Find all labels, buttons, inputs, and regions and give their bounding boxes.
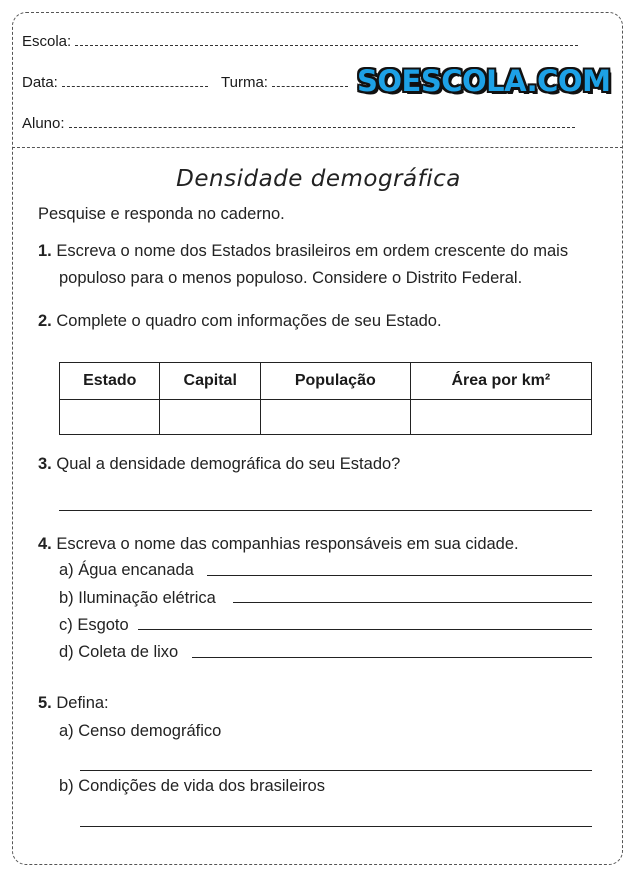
soescola-logo: SOESCOLA.COM: [357, 64, 611, 98]
table-cell-estado[interactable]: [60, 400, 160, 435]
aluno-input[interactable]: [69, 117, 575, 128]
state-info-table: [59, 362, 592, 435]
aluno-field: [22, 115, 575, 132]
question-1-text-line2: populoso para o menos populoso. Considere o Distrito Federal.: [59, 269, 523, 287]
question-4d: d) Coleta de lixo: [59, 643, 179, 661]
table-header-area: Área por km²: [410, 363, 591, 400]
answer-line-q4d[interactable]: [192, 657, 592, 658]
question-4: [38, 535, 519, 554]
data-label: Data:: [22, 74, 58, 91]
question-1-number: 1.: [38, 242, 52, 260]
escola-input[interactable]: [75, 35, 578, 46]
table-cell-capital[interactable]: [160, 400, 260, 435]
escola-label: Escola:: [22, 33, 72, 50]
aluno-label: Aluno:: [22, 115, 65, 132]
question-1-text-line1: Escreva o nome dos Estados brasileiros em ordem crescente do mais: [56, 242, 569, 260]
question-4a: a) Água encanada: [59, 561, 194, 579]
question-3: [38, 455, 400, 474]
answer-line-q4b[interactable]: [233, 602, 592, 603]
answer-line-q5b[interactable]: [80, 826, 592, 827]
question-5: [38, 694, 109, 713]
turma-field: [221, 74, 348, 91]
table-cell-area[interactable]: [410, 400, 591, 435]
data-input[interactable]: [62, 76, 208, 87]
answer-line-q3[interactable]: [59, 510, 592, 511]
instruction-text: Pesquise e responda no caderno.: [38, 205, 285, 223]
table-header-row: [60, 363, 592, 400]
turma-label: Turma:: [221, 74, 268, 91]
question-5a: a) Censo demográfico: [59, 722, 222, 740]
table-cell-populacao[interactable]: [260, 400, 410, 435]
data-field: [22, 74, 208, 91]
answer-line-q4c[interactable]: [138, 629, 592, 630]
question-2-text: Complete o quadro com informações de seu Estado.: [56, 312, 442, 330]
table-header-populacao: População: [260, 363, 410, 400]
table-header-capital: Capital: [160, 363, 260, 400]
escola-field: [22, 33, 578, 50]
table-header-estado: Estado: [60, 363, 160, 400]
table-row: [60, 400, 592, 435]
turma-input[interactable]: [272, 76, 348, 87]
question-2: [38, 312, 442, 331]
page-title: Densidade demográfica: [176, 166, 461, 192]
question-4-number: 4.: [38, 535, 52, 553]
question-5-text: Defina:: [56, 694, 109, 712]
question-4b: b) Iluminação elétrica: [59, 589, 216, 607]
question-1: [38, 242, 568, 261]
question-2-number: 2.: [38, 312, 52, 330]
question-5b: b) Condições de vida dos brasileiros: [59, 777, 325, 795]
question-5-number: 5.: [38, 694, 52, 712]
question-3-text: Qual a densidade demográfica do seu Estado?: [56, 455, 401, 473]
answer-line-q5a[interactable]: [80, 770, 592, 771]
question-3-number: 3.: [38, 455, 52, 473]
answer-line-q4a[interactable]: [207, 575, 592, 576]
question-4-text: Escreva o nome das companhias responsáveis em sua cidade.: [56, 535, 519, 553]
question-4c: c) Esgoto: [59, 616, 129, 634]
header-divider: [12, 147, 623, 148]
